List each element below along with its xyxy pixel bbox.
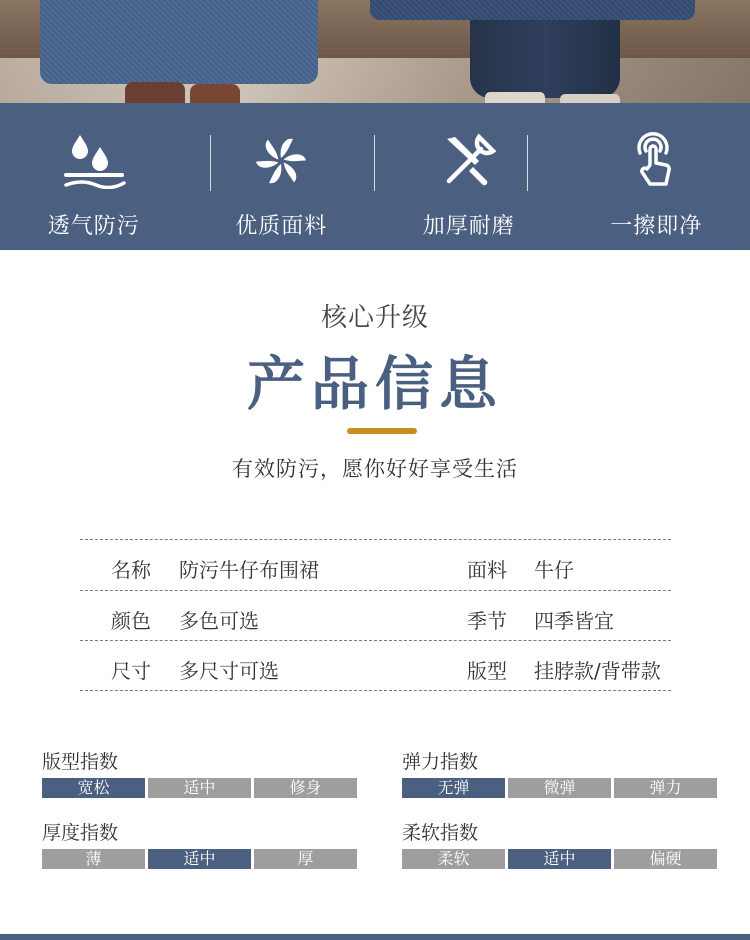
index-option: 宽松 — [42, 778, 145, 798]
elasticity-index — [402, 748, 718, 798]
shoe — [125, 82, 185, 103]
index-scale — [402, 778, 718, 798]
section-title: 产品信息 — [246, 350, 503, 418]
info-value: 多尺寸可选 — [179, 659, 279, 683]
divider — [210, 135, 211, 191]
pinwheel-icon — [249, 131, 313, 191]
info-key: 版型 — [467, 659, 507, 683]
index-option: 适中 — [148, 849, 251, 869]
feature-label: 透气防污 — [47, 214, 140, 239]
info-key: 面料 — [467, 558, 507, 582]
index-title: 厚度指数 — [42, 822, 119, 844]
shoe — [190, 84, 240, 103]
info-key: 尺寸 — [111, 659, 151, 683]
water-drop-icon — [62, 131, 126, 191]
feature-label: 加厚耐磨 — [422, 214, 515, 239]
softness-index — [402, 819, 718, 869]
feature-label: 优质面料 — [235, 214, 328, 239]
feature-item — [375, 103, 563, 250]
section-subtitle: 核心升级 — [320, 303, 429, 333]
index-title: 版型指数 — [42, 751, 119, 773]
info-value: 防污牛仔布围裙 — [179, 558, 319, 582]
index-option: 修身 — [254, 778, 357, 798]
index-title: 柔软指数 — [402, 822, 479, 844]
thickness-index — [42, 819, 358, 869]
index-scale — [402, 849, 718, 869]
product-info-table — [80, 539, 671, 691]
feature-label: 一擦即净 — [610, 214, 703, 239]
index-option: 适中 — [148, 778, 251, 798]
index-option: 厚 — [254, 849, 357, 869]
feature-item — [563, 103, 750, 250]
divider — [527, 135, 528, 191]
info-key: 颜色 — [111, 608, 151, 633]
index-option: 薄 — [42, 849, 145, 869]
info-value: 多色可选 — [179, 608, 259, 633]
touch-icon — [624, 131, 688, 191]
feature-band — [0, 103, 750, 250]
index-scale — [42, 778, 358, 798]
tagline: 有效防污，愿你好好享受生活 — [232, 457, 518, 481]
info-row — [80, 590, 671, 641]
divider — [374, 135, 375, 191]
info-row — [80, 640, 671, 691]
info-row — [80, 539, 671, 590]
info-value: 牛仔 — [534, 558, 574, 582]
index-title: 弹力指数 — [402, 751, 479, 773]
index-option: 偏硬 — [614, 849, 717, 869]
feature-item — [188, 103, 376, 250]
info-value: 四季皆宜 — [534, 608, 614, 633]
fit-index — [42, 748, 358, 798]
index-option: 弹力 — [614, 778, 717, 798]
index-scale — [42, 849, 358, 869]
denim-apron-right — [370, 0, 695, 20]
bottom-bar — [0, 934, 750, 940]
shoe — [560, 94, 620, 103]
index-option: 无弹 — [402, 778, 505, 798]
info-key: 名称 — [111, 558, 151, 582]
feature-item — [0, 103, 188, 250]
tools-icon — [437, 131, 501, 191]
denim-apron-left — [40, 0, 318, 84]
info-value: 挂脖款/背带款 — [534, 659, 661, 683]
index-option: 适中 — [508, 849, 611, 869]
jeans-legs — [470, 18, 620, 98]
index-option: 微弹 — [508, 778, 611, 798]
shoe — [485, 92, 545, 103]
accent-bar — [347, 428, 417, 434]
index-option: 柔软 — [402, 849, 505, 869]
product-photo — [0, 0, 750, 103]
info-key: 季节 — [467, 608, 507, 633]
